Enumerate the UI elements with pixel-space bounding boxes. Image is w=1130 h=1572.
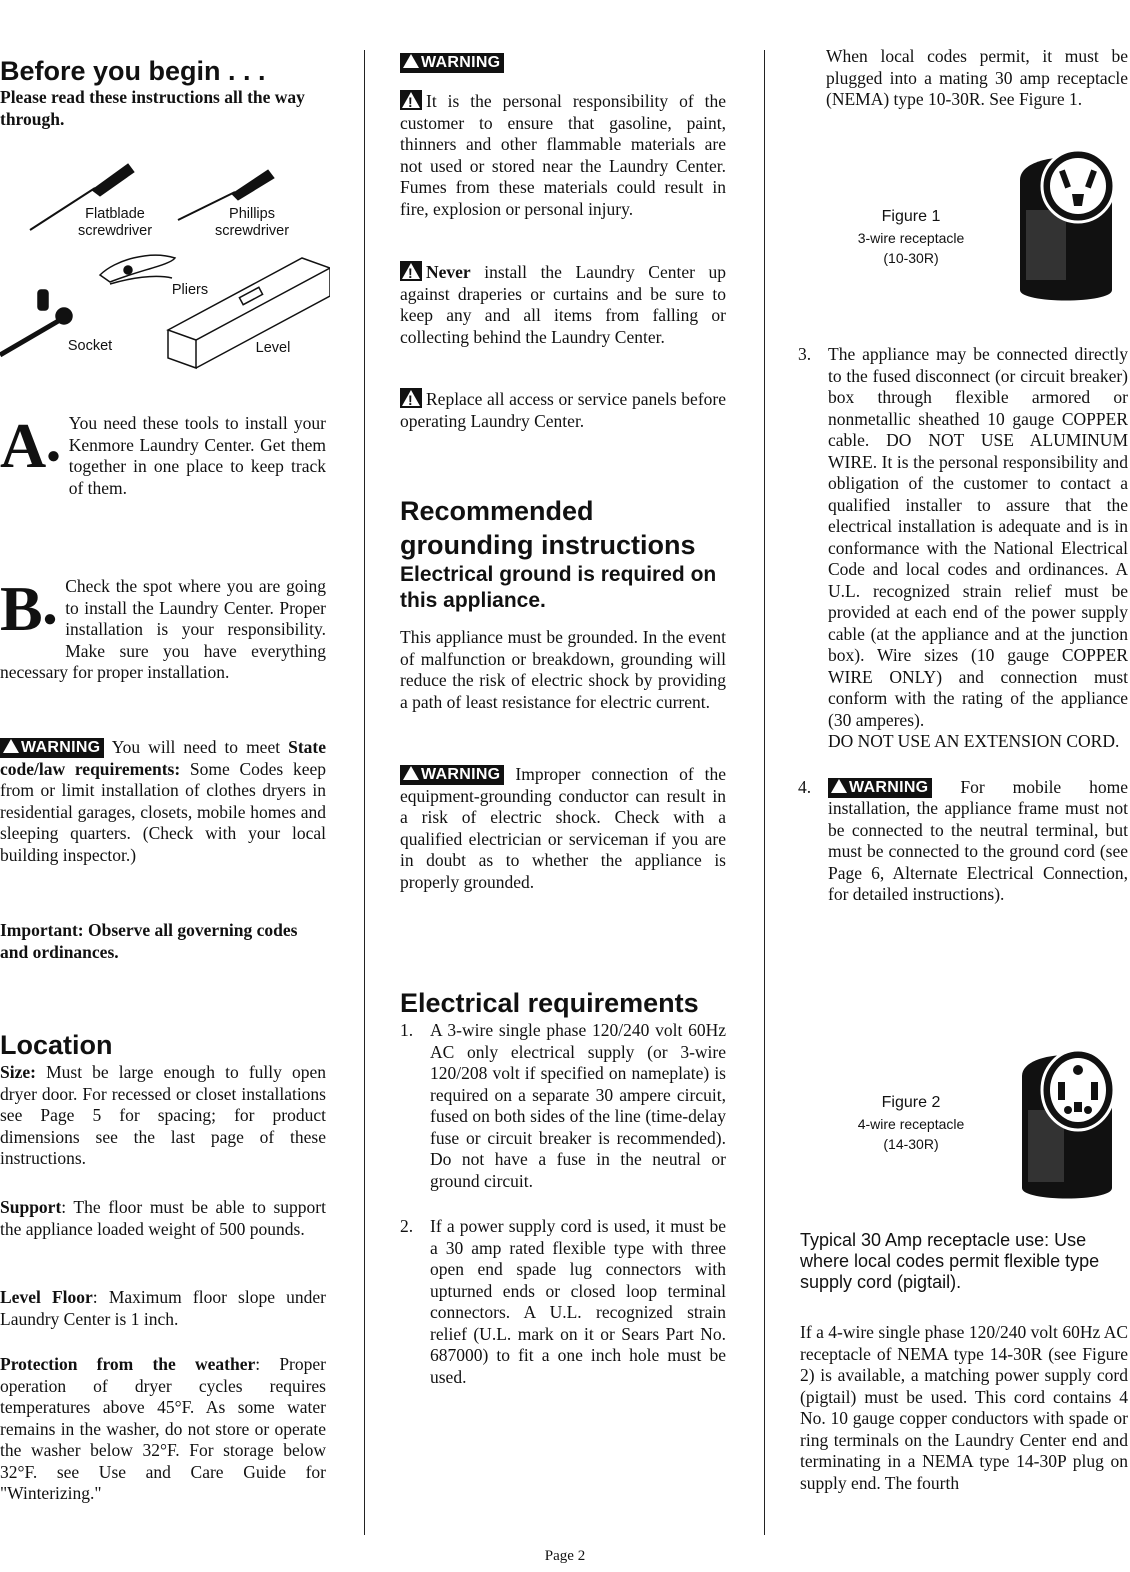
alert-icon [400,90,422,110]
section-a-letter: A● [0,410,61,481]
size-paragraph: Size: Must be large enough to fully open dryer door. For recessed or closet installations see Page 5 for spacing; for product dimensions see the last page of these instructions. [0,1062,327,1168]
four-wire-paragraph: If a 4-wire single phase 120/240 volt 60Hz AC receptacle of NEMA type 14-30R (see Figure 2) is available, a matching power supply cord (pigtail) must be used. This cord contains 4 No. 10 gauge copper conductors with spade or ring terminals on the Laundry Center end and terminating in a NEMA type 14-30P plug on supply end. The fourth [800,1322,1128,1493]
list-item: 3. The appliance may be connected directly to the fused disconnect (or circuit breaker) box through flexible armored or nonmetallic sheathed 10 gauge COPPER cable. DO NOT USE ALUMINUM WIRE. It is the personal responsibility and obligation of the customer to contact a qualified installer to assure that the electrical installation is adequate and is in conformance with the National Electrical Code and local codes and ordinances. A U.L. recognized strain relief must be provided at each end of the power supply cable (at the appliance and at the junction box). Wire sizes (10 gauge COPPER WIRE ONLY) and connection must conform with the rating of the appliance (30 amperes). DO NOT USE AN EXTENSION CORD. [798,344,1128,751]
pliers-label: Pliers [171,282,209,298]
figure-2-model: (14-30R) [883,1136,939,1152]
figure-1-subtitle: 3-wire receptacle [857,230,965,246]
section-a [0,410,326,499]
panels-warning: !Replace all access or service panels before operating Laundry Center. [400,388,726,432]
warning-badge: WARNING [400,765,504,785]
important-note: Important: Observe all governing codes and ordinances. [0,920,298,962]
flatblade-label: Flatblade screwdriver [77,206,153,239]
phillips-label: Phillips screwdriver [214,206,290,239]
continued-text: When local codes permit, it must be plugged into a mating 30 amp receptacle (NEMA) type 10-30R. See Figure 1. [826,46,1128,109]
draperies-warning: !Never install the Laundry Center up against draperies or curtains and be sure to keep any and all items from falling or collecting behind the Laundry Center. [400,261,726,348]
flammable-warning-header [400,53,504,73]
tools-illustration [0,150,330,370]
grounding-text: This appliance must be grounded. In the event of malfunction or breakdown, grounding will reduce the risk of electric shock by providing a path of least resistance for electric current. [400,627,726,712]
socket-label: Socket [67,338,113,354]
figure-2-caption [826,1092,996,1154]
electrical-requirements-title: Electrical requirements [400,988,699,1018]
grounding-subtitle: Electrical ground is required on this appliance. [400,563,717,612]
figure-1-model: (10-30R) [883,250,939,266]
location-title: Location [0,1030,113,1060]
list-item: 2. If a power supply cord is used, it must be a 30 amp rated flexible type with three open end spade lug connectors with upturned ends or closed loop terminal connectors. A U.L. recognized strain relief (U.L. mark on it or Sears Part No. 687000) to fit a one inch hole must be used. [400,1216,726,1387]
figure-1-title: Figure 1 [881,208,941,225]
page-number: Page 2 [544,1548,586,1564]
typical-receptacle-note: Typical 30 Amp receptacle use: Use where local codes permit flexible type supply cord (pigtail). [800,1230,1100,1292]
warning-badge: WARNING [828,778,932,798]
warning-triangle-icon [3,739,19,753]
before-you-begin-subtitle: Please read these instructions all the way through. [0,87,305,129]
grounding-warning: WARNING Improper connection of the equipment-grounding conductor can result in a risk of electric shock. Check with a qualified electrician or serviceman if you are in doubt as to whether the appliance is properly grounded. [400,764,726,892]
alert-icon [400,388,422,408]
column-divider-2 [764,50,765,1535]
list-item: 4. WARNING For mobile home installation, the appliance frame must not be connected to the neutral terminal, but must be connected to the ground cord (see Page 6, Alternate Electrical Connection, for detailed instructions). [798,776,1128,904]
support-paragraph: Support: The floor must be able to support the appliance loaded weight of 500 pounds. [0,1197,326,1239]
warning-triangle-icon [403,766,419,780]
electrical-requirements-list [400,1020,726,1388]
section-b-text: Check the spot where you are going to install the Laundry Center. Proper installation is your responsibility. Make sure you have everything necessary for proper installation. [0,576,326,682]
tools-drawing [0,150,330,370]
list-item: 1. A 3-wire single phase 120/240 volt 60Hz AC only electrical supply (or 3-wire 120/208 volt if specified on nameplate) is required on a separate 30 ampere circuit, fused on both sides of the line (time-delay fuse or circuit breaker is recommended). Do not have a fuse in the neutral or ground circuit. [400,1020,726,1191]
grounding-title: Recommended grounding instructions [400,496,696,560]
section-a-text: You need these tools to install your Kenmore Laundry Center. Get them together in one place to keep track of them. [68,413,326,498]
warning-triangle-icon [403,54,419,68]
warning-badge: WARNING [0,738,104,758]
alert-icon [400,261,422,281]
warning-badge: WARNING [400,53,504,73]
figure-2 [826,1040,1128,1205]
section-b [0,573,326,684]
receptacle-4-wire-icon [1012,1040,1122,1205]
figure-1-caption [826,206,996,268]
warning-triangle-icon [831,779,847,793]
receptacle-3-wire-icon [1012,140,1122,308]
figure-1 [826,140,1128,310]
level-label: Level [255,340,291,356]
state-code-warning: WARNING You will need to meet State code/law requirements: Some Codes keep from or limit installation of clothes dryers in residential garages, closets, mobile homes and sleeping quarters. (Check with your local building inspector.) [0,737,327,865]
figure-2-subtitle: 4-wire receptacle [857,1116,965,1132]
column-divider-1 [364,50,365,1535]
flammable-warning: !It is the personal responsibility of the customer to ensure that gasoline, paint, thinners and other flammable materials are not used or stored near the Laundry Center. Fumes from these materials could result in fire, explosion or personal injury. [400,90,726,220]
before-you-begin-title: Before you begin . . . [0,56,266,86]
pliers-icon [100,255,175,284]
figure-2-title: Figure 2 [881,1094,941,1111]
section-b-letter: B● [0,573,58,644]
weather-paragraph: Protection from the weather: Proper operation of dryer cycles requires temperatures above 45°F. As some water remains in the washer, do not store or operate the washer below 32°F. For storage below 32°F. see Use and Care Guide for "Winterizing." [0,1354,326,1503]
electrical-requirements-list-continued [798,344,1128,906]
level-floor-paragraph: Level Floor: Maximum floor slope under Laundry Center is 1 inch. [0,1287,326,1329]
